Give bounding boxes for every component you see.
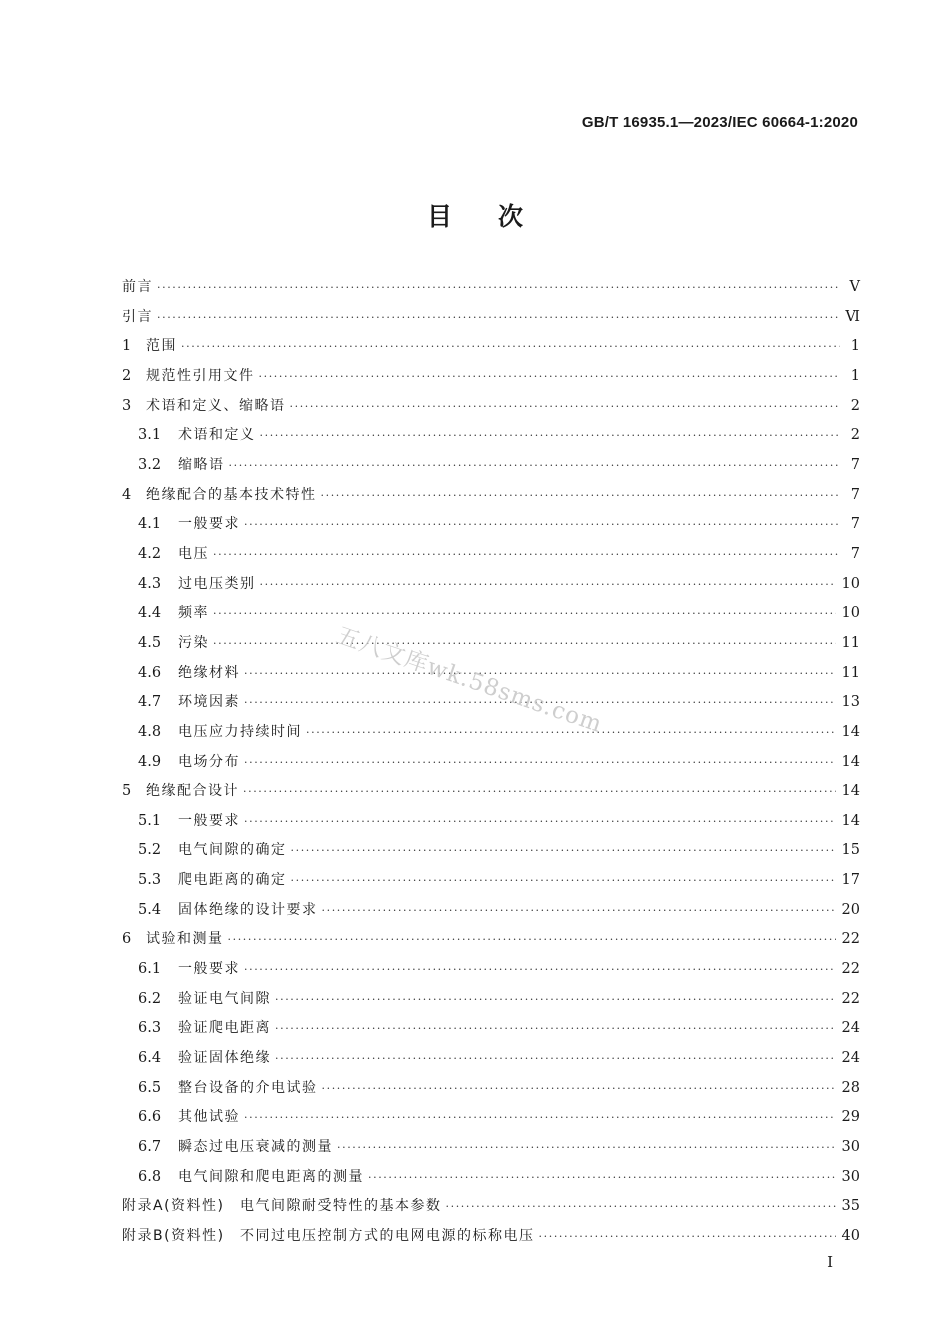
dot-leader <box>446 1192 836 1222</box>
toc-entry-page: 11 <box>841 664 860 681</box>
toc-entry-number: 6.8 <box>138 1168 162 1185</box>
toc-entry[interactable] <box>122 866 860 896</box>
toc-entry[interactable] <box>122 1103 860 1133</box>
toc-entry[interactable] <box>122 599 860 629</box>
toc-entry[interactable] <box>122 392 860 422</box>
toc-entry[interactable] <box>122 748 860 778</box>
toc-entry-title: 引言 <box>122 308 153 325</box>
toc-entry-title: 环境因素 <box>178 694 240 711</box>
dot-leader <box>244 510 840 540</box>
toc-entry-title: 验证爬电距离 <box>178 1020 271 1037</box>
toc-entry-page: 7 <box>850 456 860 473</box>
dot-leader <box>322 896 836 926</box>
toc-entry[interactable] <box>122 777 860 807</box>
toc-entry-number: 4.1 <box>138 516 162 533</box>
toc-entry-number: 5.2 <box>138 842 162 859</box>
toc-entry-page: 22 <box>841 990 860 1007</box>
toc-entry-page: 1 <box>850 338 860 355</box>
watermark: 五八文库wk.58sms.com <box>332 622 606 739</box>
toc-entry-page: Ⅴ <box>849 279 860 295</box>
toc-entry-title: 一般要求 <box>178 812 240 829</box>
dot-leader <box>213 540 840 570</box>
toc-entry-number: 3.1 <box>138 427 162 444</box>
toc-entry-page: 2 <box>850 397 860 414</box>
dot-leader <box>244 955 836 985</box>
toc-entry-number: 6.1 <box>138 961 162 978</box>
toc-entry-page: 17 <box>841 872 860 889</box>
toc-entry-title: 前言 <box>122 279 153 295</box>
toc-entry[interactable] <box>122 332 860 362</box>
dot-leader <box>368 1163 836 1193</box>
toc-entry-title: 过电压类别 <box>178 575 256 592</box>
dot-leader <box>275 1014 836 1044</box>
toc-entry[interactable] <box>122 718 860 748</box>
toc-entry-page: 14 <box>841 753 860 770</box>
toc-entry[interactable] <box>122 985 860 1015</box>
toc-entry-number: 6.6 <box>138 1109 162 1126</box>
toc-entry-number: 4.7 <box>138 694 162 711</box>
toc-entry[interactable] <box>122 1133 860 1163</box>
toc-entry-page: 14 <box>841 783 860 800</box>
toc-entry-title: 规范性引用文件 <box>146 367 255 384</box>
toc-entry-number: 4.8 <box>138 723 162 740</box>
dot-leader <box>229 451 841 481</box>
dot-leader <box>260 570 836 600</box>
toc-entry-number: 5.4 <box>138 901 162 918</box>
toc-entry[interactable] <box>122 1074 860 1104</box>
toc-entry[interactable] <box>122 510 860 540</box>
toc-entry-number: 4 <box>122 486 132 503</box>
toc-entry-number: 4.9 <box>138 753 162 770</box>
toc-entry-number: 5.3 <box>138 872 162 889</box>
dot-leader <box>157 273 840 303</box>
toc-entry-title: 电压 <box>178 545 209 562</box>
toc-entry[interactable] <box>122 273 860 303</box>
toc-entry-number: 3.2 <box>138 456 162 473</box>
toc-entry-title: 绝缘配合设计 <box>146 783 239 800</box>
dot-leader <box>337 1133 836 1163</box>
toc-entry[interactable] <box>122 896 860 926</box>
dot-leader <box>275 1044 836 1074</box>
standard-code: GB/T 16935.1—2023/IEC 60664-1:2020 <box>581 114 858 131</box>
toc-entry-number: 2 <box>122 367 132 384</box>
toc-entry[interactable] <box>122 1163 860 1193</box>
toc-entry-number: 6.7 <box>138 1139 162 1156</box>
toc-entry-page: 7 <box>850 486 860 503</box>
toc-entry-number: 4.3 <box>138 575 162 592</box>
toc-entry-page: 10 <box>841 605 860 622</box>
toc-entry-number: 4.6 <box>138 664 162 681</box>
toc-entry[interactable] <box>122 836 860 866</box>
dot-leader <box>228 925 836 955</box>
toc-entry-title: 试验和测量 <box>146 931 224 948</box>
toc-title: 目次 <box>426 202 569 231</box>
toc-entry-title: 爬电距离的确定 <box>178 872 287 889</box>
toc-entry-number: 5 <box>122 783 132 800</box>
toc-entry-page: 22 <box>841 961 860 978</box>
dot-leader <box>275 985 836 1015</box>
toc-entry-title: 电气间隙和爬电距离的测量 <box>178 1168 364 1185</box>
toc-entry-title: 电气间隙的确定 <box>178 842 287 859</box>
toc-entry-number: 6 <box>122 931 132 948</box>
toc-entry-title: 范围 <box>146 338 177 355</box>
dot-leader <box>213 599 836 629</box>
toc-entry-title: 一般要求 <box>178 516 240 533</box>
toc-entry-title: 整台设备的介电试验 <box>178 1079 318 1096</box>
toc-entry-page: 22 <box>841 931 860 948</box>
toc-entry[interactable] <box>122 481 860 511</box>
toc-entry-number: 1 <box>122 338 132 355</box>
toc-entry-page: 24 <box>841 1020 860 1037</box>
toc-entry-number: 6.5 <box>138 1079 162 1096</box>
page-number: Ⅰ <box>827 1253 833 1271</box>
toc-entry-number: 6.3 <box>138 1020 162 1037</box>
toc-entry-page: 30 <box>841 1139 860 1156</box>
dot-leader <box>244 1103 836 1133</box>
toc-entry-page: 13 <box>841 694 860 711</box>
toc-entry-number: 4.4 <box>138 605 162 622</box>
toc-entry-title: 固体绝缘的设计要求 <box>178 901 318 918</box>
toc-entry-title: 绝缘配合的基本技术特性 <box>146 486 317 503</box>
toc-entry[interactable] <box>122 303 860 333</box>
toc-entry-title: 附录A(资料性) 电气间隙耐受特性的基本参数 <box>122 1198 442 1215</box>
toc-entry[interactable] <box>122 570 860 600</box>
toc-entry-title: 一般要求 <box>178 961 240 978</box>
dot-leader <box>321 481 841 511</box>
toc-entry-title: 污染 <box>178 634 209 651</box>
toc-entry-title: 验证电气间隙 <box>178 990 271 1007</box>
dot-leader <box>291 836 836 866</box>
toc-entry[interactable] <box>122 451 860 481</box>
dot-leader <box>244 807 836 837</box>
toc-entry-page: 35 <box>841 1198 860 1215</box>
toc-entry-page: 10 <box>841 575 860 592</box>
toc-entry-page: 14 <box>841 723 860 740</box>
dot-leader <box>260 421 841 451</box>
toc-entry[interactable] <box>122 807 860 837</box>
dot-leader <box>243 777 836 807</box>
toc-entry-title: 术语和定义 <box>178 427 256 444</box>
toc-entry-number: 4.5 <box>138 634 162 651</box>
toc-entry-page: 15 <box>841 842 860 859</box>
toc-entry-number: 6.4 <box>138 1050 162 1067</box>
toc-entry-page: 30 <box>841 1168 860 1185</box>
toc-entry[interactable] <box>122 925 860 955</box>
toc-entry-page: 14 <box>841 812 860 829</box>
dot-leader <box>259 362 841 392</box>
dot-leader <box>539 1222 836 1252</box>
toc-entry[interactable] <box>122 1014 860 1044</box>
dot-leader <box>213 629 836 659</box>
toc-entry-title: 验证固体绝缘 <box>178 1050 271 1067</box>
toc-entry-page: Ⅵ <box>845 308 860 325</box>
toc-entry-title: 电场分布 <box>178 753 240 770</box>
toc-entry-page: 24 <box>841 1050 860 1067</box>
toc-entry[interactable] <box>122 1044 860 1074</box>
toc-entry-page: 2 <box>850 427 860 444</box>
toc-entry-number: 5.1 <box>138 812 162 829</box>
toc-entry[interactable] <box>122 540 860 570</box>
toc-entry-title: 频率 <box>178 605 209 622</box>
toc-entry-title: 附录B(资料性) 不同过电压控制方式的电网电源的标称电压 <box>122 1228 535 1244</box>
toc-entry-number: 4.2 <box>138 545 162 562</box>
toc-entry-page: 40 <box>841 1228 860 1244</box>
toc-entry-title: 其他试验 <box>178 1109 240 1126</box>
toc-entry-page: 20 <box>841 901 860 918</box>
dot-leader <box>291 866 836 896</box>
table-of-contents <box>122 273 860 1252</box>
toc-entry-title: 缩略语 <box>178 456 225 473</box>
dot-leader <box>290 392 841 422</box>
toc-entry-page: 28 <box>841 1079 860 1096</box>
toc-entry-title: 绝缘材料 <box>178 664 240 681</box>
toc-entry[interactable] <box>122 421 860 451</box>
toc-entry[interactable] <box>122 362 860 392</box>
toc-entry-page: 1 <box>850 367 860 384</box>
toc-entry[interactable] <box>122 1192 860 1222</box>
toc-entry-title: 瞬态过电压衰减的测量 <box>178 1139 333 1156</box>
toc-entry-page: 7 <box>850 516 860 533</box>
toc-entry[interactable] <box>122 1222 860 1252</box>
toc-entry[interactable] <box>122 955 860 985</box>
dot-leader <box>181 332 840 362</box>
toc-entry-title: 电压应力持续时间 <box>178 723 302 740</box>
toc-entry[interactable] <box>122 629 860 659</box>
dot-leader <box>322 1074 836 1104</box>
dot-leader <box>244 748 836 778</box>
toc-entry-title: 术语和定义、缩略语 <box>146 397 286 414</box>
toc-entry-page: 29 <box>841 1109 860 1126</box>
toc-entry-page: 11 <box>841 634 860 651</box>
toc-entry-number: 3 <box>122 397 132 414</box>
toc-entry-page: 7 <box>850 545 860 562</box>
dot-leader <box>157 303 839 333</box>
toc-entry-number: 6.2 <box>138 990 162 1007</box>
